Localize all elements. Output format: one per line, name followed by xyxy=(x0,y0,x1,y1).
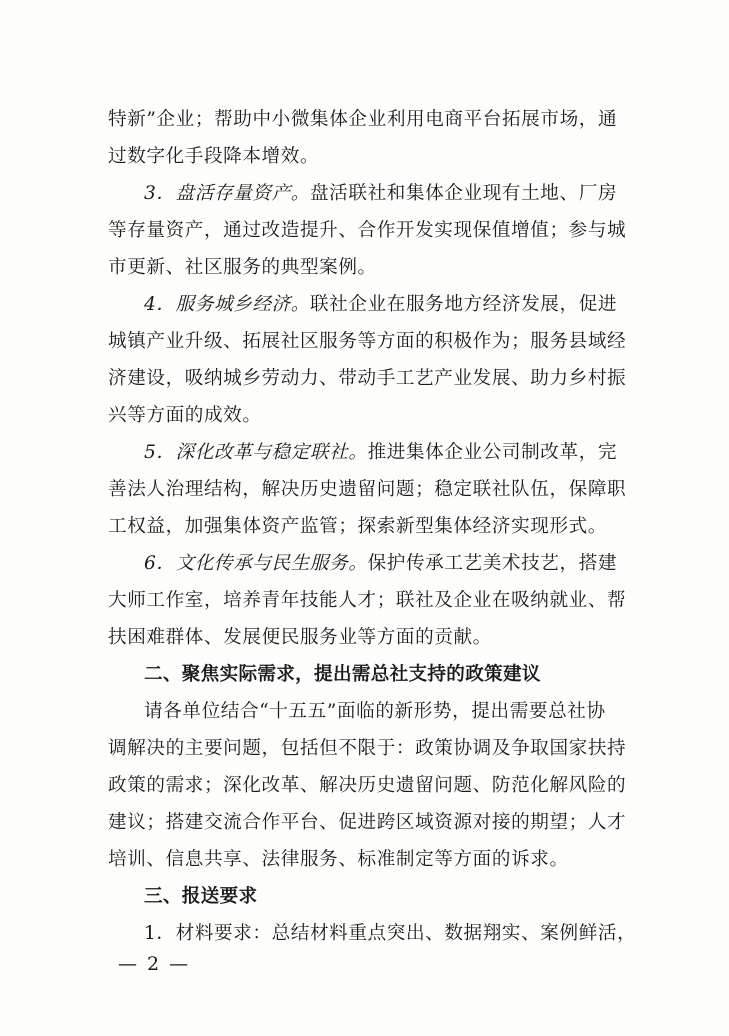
body-line: 工权益，加强集体资产监管；探索新型集体经济实现形式。 xyxy=(108,516,608,537)
item-4-line xyxy=(144,293,618,317)
body-line: 善法人治理结构，解决历史遗留问题；稳定联社队伍，保障职 xyxy=(108,479,627,500)
item-6-line xyxy=(144,552,618,576)
section-2-heading: 二、聚焦实际需求，提出需总社支持的政策建议 xyxy=(144,664,541,685)
body-line: 市更新、社区服务的典型案例。 xyxy=(108,257,377,278)
body-line: 请各单位结合“十五五”面临的新形势，提出需要总社协 xyxy=(144,701,606,722)
body-line: 兴等方面的成效。 xyxy=(108,405,262,426)
body-line: 特新”企业；帮助中小微集体企业利用电商平台拓展市场，通 xyxy=(108,109,618,130)
item-6-heading: 6．文化传承与民生服务。 xyxy=(144,553,368,574)
body-line: 等存量资产，通过改造提升、合作开发实现保值增值；参与城 xyxy=(108,220,627,241)
body-line: 建议；搭建交流合作平台、促进跨区域资源对接的期望；人才 xyxy=(108,812,627,833)
page-number: — 2 — xyxy=(118,953,191,975)
body-line: 1．材料要求：总结材料重点突出、数据翔实、案例鲜活， xyxy=(144,923,637,944)
body-line: 培训、信息共享、法律服务、标准制定等方面的诉求。 xyxy=(108,849,569,870)
item-6-text: 保护传承工艺美术技艺，搭建 xyxy=(367,553,618,574)
item-5-heading: 5．深化改革与稳定联社。 xyxy=(144,442,368,463)
body-line: 城镇产业升级、拓展社区服务等方面的积极作为；服务县域经 xyxy=(108,331,627,352)
item-5-text: 推进集体企业公司制改革，完 xyxy=(367,442,618,463)
item-4-text: 联社企业在服务地方经济发展，促进 xyxy=(309,294,618,315)
item-5-line xyxy=(144,441,618,465)
body-line: 大师工作室，培养青年技能人才；联社及企业在吸纳就业、帮 xyxy=(108,590,627,611)
body-line: 过数字化手段降本增效。 xyxy=(108,146,320,167)
item-4-heading: 4．服务城乡经济。 xyxy=(144,294,310,315)
item-3-line xyxy=(144,182,618,206)
item-3-text: 盘活联社和集体企业现有土地、厂房 xyxy=(309,183,618,204)
section-3-heading: 三、报送要求 xyxy=(144,886,258,907)
body-line: 政策的需求；深化改革、解决历史遗留问题、防范化解风险的 xyxy=(108,775,627,796)
body-line: 济建设，吸纳城乡劳动力、带动手工艺产业发展、助力乡村振 xyxy=(108,368,627,389)
item-3-heading: 3．盘活存量资产。 xyxy=(144,183,310,204)
body-line: 扶困难群体、发展便民服务业等方面的贡献。 xyxy=(108,627,492,648)
body-line: 调解决的主要问题，包括但不限于：政策协调及争取国家扶持 xyxy=(108,738,627,759)
